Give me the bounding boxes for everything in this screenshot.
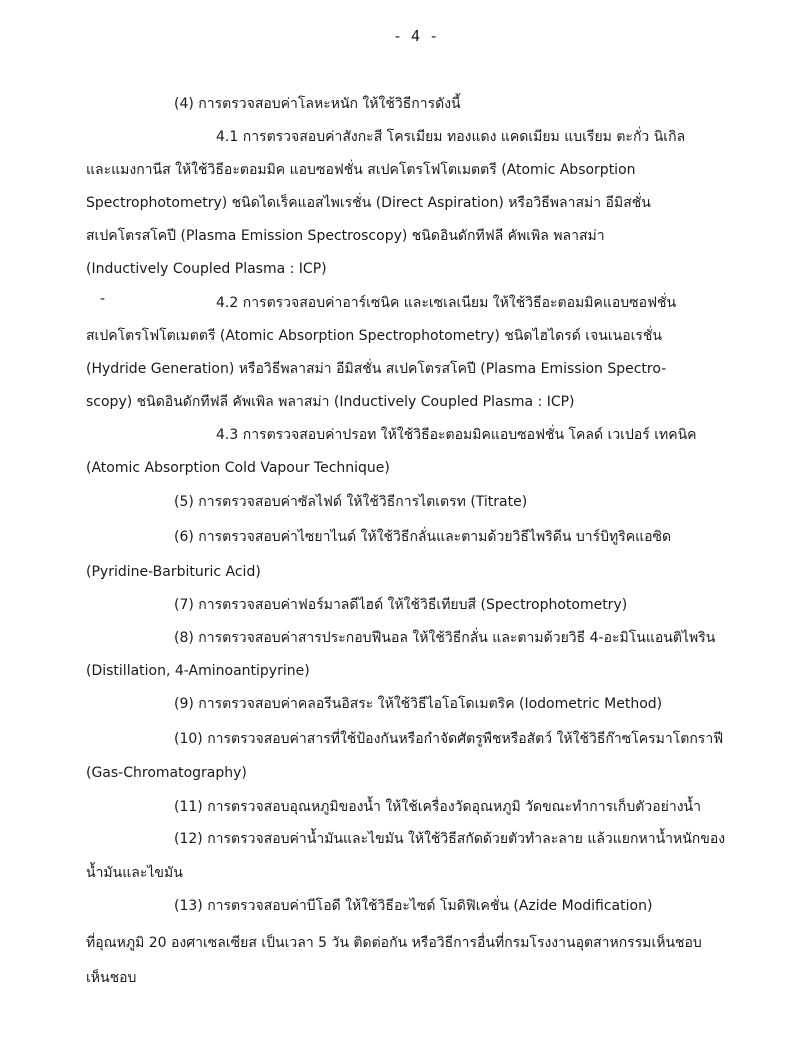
- item-11: (11) การตรวจสอบอุณหภูมิของน้ำ ให้ใช้เครื่องวัดอุณหภูมิ วัดขณะทำการเก็บตัวอย่างน้ำ: [174, 799, 701, 815]
- item-6-line-1: (6) การตรวจสอบค่าไซยาไนด์ ให้ใช้วิธีกลั่นและตามด้วยวิธีไพริดีน บาร์บิทูริคแอซิด: [174, 529, 672, 545]
- item-4-2-line-2: สเปคโตรโฟโตเมตตรี (Atomic Absorption Spectrophotometry) ชนิดไฮไดรด์ เจนเนอเรชั่น: [86, 328, 662, 344]
- item-10-line-1: (10) การตรวจสอบค่าสารที่ใช้ป้องกันหรือกำจัดศัตรูพืชหรือสัตว์ ให้ใช้วิธีก๊าซโครมาโตกราฟี: [174, 731, 724, 747]
- item-13-line-1: (13) การตรวจสอบค่าบีโอดี ให้ใช้วิธีอะไซด์ โมดิฟิเคชั่น (Azide Modification): [174, 898, 653, 914]
- item-10-line-2: (Gas-Chromatography): [86, 765, 247, 781]
- heading-heavy-metals: (4) การตรวจสอบค่าโลหะหนัก ให้ใช้วิธีการดังนี้: [174, 96, 461, 112]
- item-4-1-line-1: 4.1 การตรวจสอบค่าสังกะสี โครเมียม ทองแดง แคดเมียม แบเรียม ตะกั่ว นิเกิล: [216, 129, 686, 145]
- item-4-1-line-2: และแมงกานีส ให้ใช้วิธีอะตอมมิค แอบซอฟชั่น สเปคโตรโฟโตเมตตรี (Atomic Absorption: [86, 162, 636, 178]
- item-12-line-1: (12) การตรวจสอบค่าน้ำมันและไขมัน ให้ใช้วิธีสกัดด้วยตัวทำละลาย แล้วแยกหาน้ำหนักของ: [174, 831, 726, 847]
- item-12-line-2: น้ำมันและไขมัน: [86, 865, 183, 881]
- item-5: (5) การตรวจสอบค่าซัลไฟด์ ให้ใช้วิธีการไตเตรท (Titrate): [174, 494, 528, 510]
- page-number: - 4 -: [393, 27, 439, 45]
- item-9: (9) การตรวจสอบค่าคลอรีนอิสระ ให้ใช้วิธีไอโอโดเมตริค (Iodometric Method): [174, 696, 663, 712]
- item-4-2-line-4: scopy) ชนิดอินดักทีฟลี คัพเพิล พลาสม่า (Inductively Coupled Plasma : ICP): [86, 394, 575, 410]
- item-4-3-line-1: 4.3 การตรวจสอบค่าปรอท ให้ใช้วิธีอะตอมมิคแอบซอฟชั่น โคลด์ เวเปอร์ เทคนิค: [216, 427, 697, 443]
- item-8-line-2: (Distillation, 4-Aminoantipyrine): [86, 663, 310, 679]
- item-4-1-line-5: (Inductively Coupled Plasma : ICP): [86, 261, 327, 277]
- item-7: (7) การตรวจสอบค่าฟอร์มาลดีไฮด์ ให้ใช้วิธีเทียบสี (Spectrophotometry): [174, 597, 628, 613]
- stray-bullet: -: [100, 291, 106, 307]
- item-8-line-1: (8) การตรวจสอบค่าสารประกอบฟีนอล ให้ใช้วิธีกลั่น และตามด้วยวิธี 4-อะมิโนแอนติไพริน: [174, 630, 716, 646]
- item-4-2-line-3: (Hydride Generation) หรือวิธีพลาสม่า อีมิสชั่น สเปคโตรสโคปี (Plasma Emission Spectro-: [86, 361, 667, 377]
- item-6-line-2: (Pyridine-Barbituric Acid): [86, 564, 261, 580]
- item-4-3-line-2: (Atomic Absorption Cold Vapour Technique): [86, 460, 390, 476]
- item-4-1-line-3: Spectrophotometry) ชนิดไดเร็คแอสไพเรชั่น (Direct Aspiration) หรือวิธีพลาสม่า อีมิสชั่น: [86, 195, 651, 211]
- item-4-2-line-1: 4.2 การตรวจสอบค่าอาร์เซนิค และเซเลเนียม ให้ใช้วิธีอะตอมมิคแอบซอฟชั่น: [216, 295, 677, 311]
- item-13-line-2: ที่อุณหภูมิ 20 องศาเซลเซียส เป็นเวลา 5 วัน ติดต่อกัน หรือวิธีการอื่นที่กรมโรงงานอุตสาหกรรมเห็นชอบ: [86, 935, 702, 951]
- item-13-line-3: เห็นชอบ: [86, 970, 137, 986]
- item-4-1-line-4: สเปคโตรสโคปี (Plasma Emission Spectroscopy) ชนิดอินดักทีฟลี คัพเพิล พลาสม่า: [86, 228, 605, 244]
